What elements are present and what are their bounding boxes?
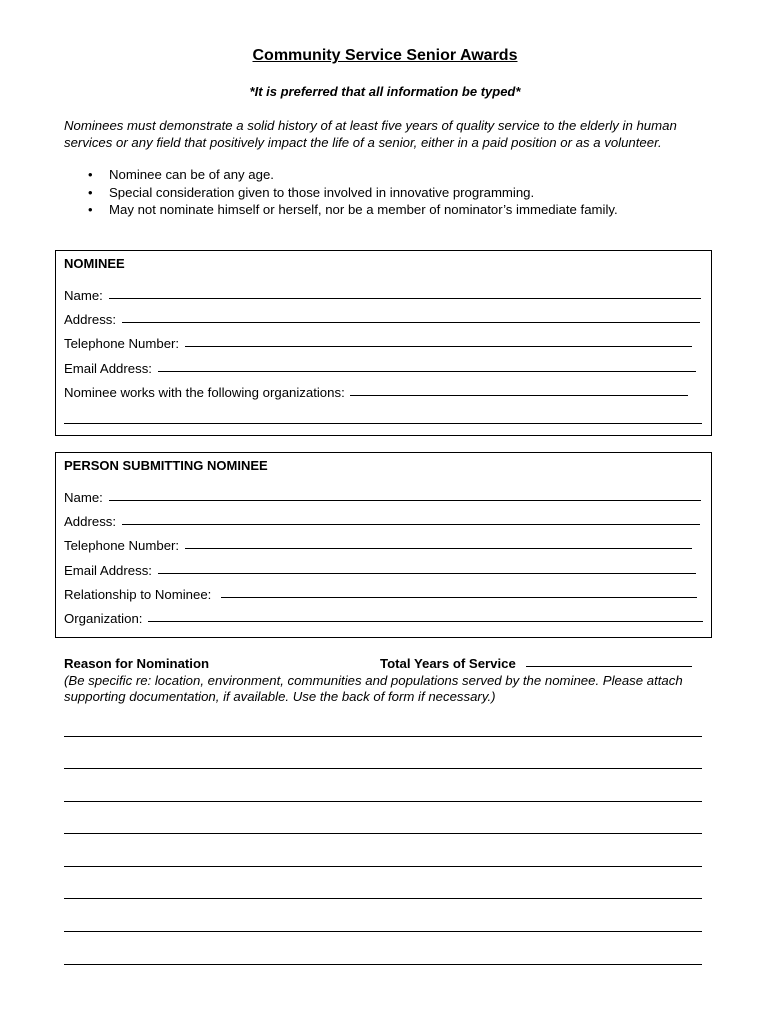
nominee-heading: NOMINEE [64,256,125,271]
years-of-service-label: Total Years of Service [380,656,516,671]
nominee-phone-line[interactable] [185,345,692,347]
reason-instructions: (Be specific re: location, environment, communities and populations served by the nominee. Please attach supporting documentation, if available. Use the back of form if necessary.) [64,673,683,704]
submitter-section [55,452,712,638]
submitter-organization-line[interactable] [148,620,703,622]
page-subtitle: *It is preferred that all information be typed* [249,84,521,99]
submitter-organization-field[interactable] [64,611,703,626]
list-item: • Nominee can be of any age. [64,166,704,184]
reason-heading: Reason for Nomination [64,656,210,671]
nominee-name-field[interactable] [64,288,703,303]
submitter-address-field[interactable] [64,514,703,529]
reason-writing-line[interactable] [64,833,702,834]
submitter-name-line[interactable] [109,499,701,501]
nominee-address-label: Address: [64,312,117,327]
nominee-email-field[interactable] [64,361,703,376]
list-item: • May not nominate himself or herself, nor be a member of nominator’s immediate family. [64,201,704,219]
reason-writing-line[interactable] [64,866,702,867]
nominee-phone-field[interactable] [64,336,703,351]
intro-paragraph: Nominees must demonstrate a solid history of at least five years of quality service to the elderly in human services or any field that positively impact the life of a senior, either in a paid position or as a volunteer. [64,118,677,150]
page-title: Community Service Senior Awards [252,47,518,64]
nominee-email-label: Email Address: [64,361,152,376]
years-of-service-field[interactable] [380,656,692,671]
submitter-phone-line[interactable] [185,547,692,549]
nominee-phone-label: Telephone Number: [64,336,180,351]
submitter-relationship-field[interactable] [64,587,703,602]
reason-writing-line[interactable] [64,736,702,737]
nominee-name-line[interactable] [109,297,701,299]
submitter-name-field[interactable] [64,490,703,505]
submitter-relationship-line[interactable] [221,596,697,598]
submitter-address-line[interactable] [122,523,700,525]
submitter-relationship-label: Relationship to Nominee: [64,587,212,602]
nominee-section [55,250,712,436]
submitter-phone-label: Telephone Number: [64,538,180,553]
submitter-email-field[interactable] [64,563,703,578]
nominee-orgs-extra-line[interactable] [64,423,702,424]
eligibility-list [64,166,704,219]
submitter-email-label: Email Address: [64,563,152,578]
submitter-phone-field[interactable] [64,538,703,553]
years-of-service-line[interactable] [526,665,692,667]
nominee-name-label: Name: [64,288,103,303]
nominee-email-line[interactable] [158,370,696,372]
list-item: • Special consideration given to those involved in innovative programming. [64,184,704,202]
nominee-orgs-line[interactable] [350,394,688,396]
nominee-orgs-label: Nominee works with the following organizations: [64,385,345,400]
submitter-heading: PERSON SUBMITTING NOMINEE [64,458,268,473]
reason-writing-line[interactable] [64,801,702,802]
nominee-address-field[interactable] [64,312,703,327]
reason-writing-line[interactable] [64,768,702,769]
nominee-address-line[interactable] [122,321,700,323]
nominee-orgs-field[interactable] [64,385,703,400]
reason-writing-line[interactable] [64,931,702,932]
submitter-organization-label: Organization: [64,611,143,626]
reason-writing-line[interactable] [64,964,702,965]
submitter-address-label: Address: [64,514,117,529]
submitter-email-line[interactable] [158,572,696,574]
submitter-name-label: Name: [64,490,103,505]
reason-writing-line[interactable] [64,898,702,899]
